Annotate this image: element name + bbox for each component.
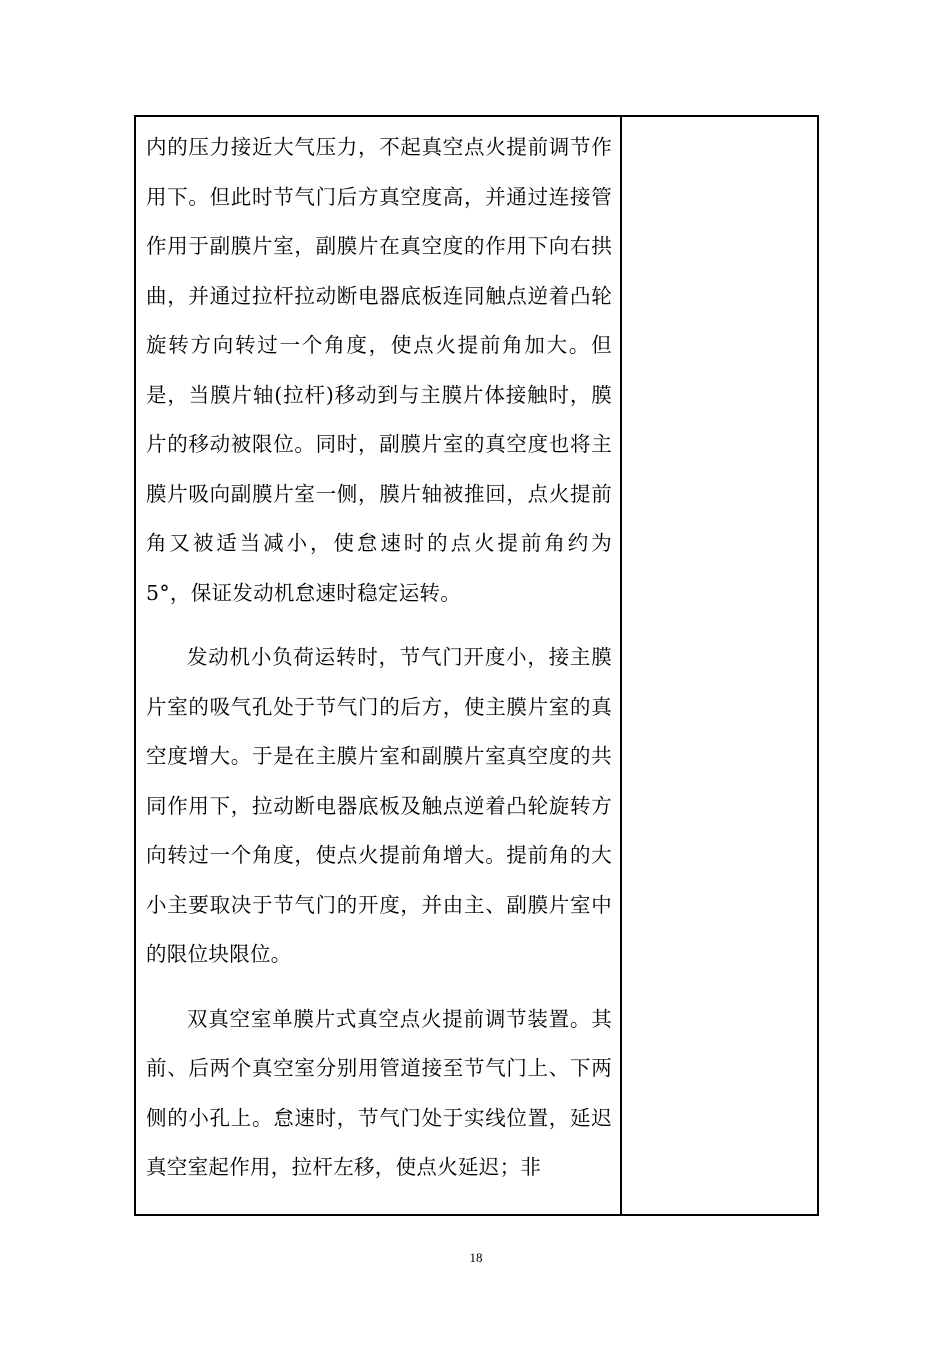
content-table <box>134 115 819 1216</box>
paragraph-spacer <box>146 618 612 633</box>
paragraph-spacer <box>146 980 612 995</box>
paragraph-1: 内的压力接近大气压力，不起真空点火提前调节作用下。但此时节气门后方真空度高，并通过连接管作用于副膜片室，副膜片在真空度的作用下向右拱曲，并通过拉杆拉动断电器底板连同触点逆着凸轮旋转方向转过一个角度，使点火提前角加大。但是，当膜片轴(拉杆)移动到与主膜片体接触时，膜片的移动被限位。同时，副膜片室的真空度也将主膜片吸向副膜片室一侧，膜片轴被推回，点火提前角又被适当减小，使怠速时的点火提前角约为 5°，保证发动机怠速时稳定运转。 <box>146 135 612 605</box>
remarks-cell <box>622 117 817 1214</box>
paragraph-2: 发动机小负荷运转时，节气门开度小，接主膜片室的吸气孔处于节气门的后方，使主膜片室的真空度增大。于是在主膜片室和副膜片室真空度的共同作用下，拉动断电器底板及触点逆着凸轮旋转方向转过一个角度，使点火提前角增大。提前角的大小主要取决于节气门的开度，并由主、副膜片室中的限位块限位。 <box>146 645 612 966</box>
content-cell <box>136 117 622 1214</box>
paragraph-3: 双真空室单膜片式真空点火提前调节装置。其前、后两个真空室分别用管道接至节气门上、下两侧的小孔上。怠速时，节气门处于实线位置，延迟真空室起作用，拉杆左移，使点火延迟；非 <box>146 1006 612 1179</box>
page-number: 18 <box>469 1250 483 1265</box>
